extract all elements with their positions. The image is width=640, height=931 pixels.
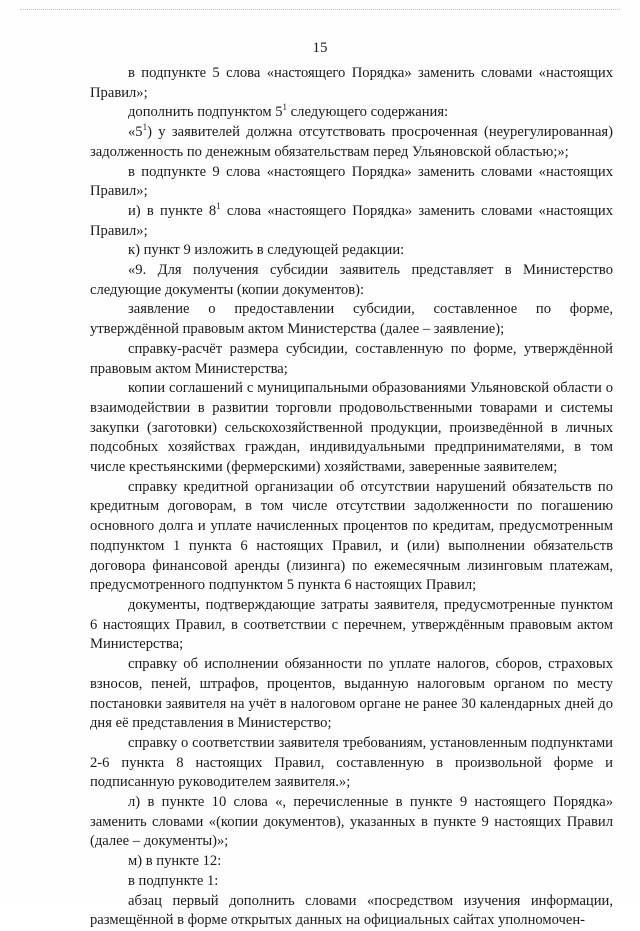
paragraph: справку-расчёт размера субсидии, составленную по форме, утверждённой правовым актом Министерства;: [90, 340, 613, 377]
paragraph: «$5^1$) у заявителей должна отсутствовать просроченная (неурегулированная) задолженность по денежным обязательствам перед Ульяновской областью;»;: [90, 122, 613, 160]
scan-artifact: [20, 9, 620, 12]
paragraph: заявление о предоставлении субсидии, составленное по форме, утверждённой правовым актом Министерства (далее – заявление);: [90, 301, 613, 338]
paragraph: к) пункт 9 изложить в следующей редакции:: [128, 242, 405, 259]
paragraph: и) в пункте $8^1$ слова «настоящего Порядка» заменить словами «настоящих Правил»;: [90, 201, 613, 239]
paragraph: в подпункте 9 слова «настоящего Порядка» заменить словами «настоящих Правил»;: [90, 163, 613, 200]
paragraph: справку кредитной организации об отсутствии нарушений обязательств по кредитным договорам, в том числе отсутствии задолженности по погашению основного долга и уплате начисленных процентов по кредитам, предусмотренным подпунктом 1 пункта 6 настоящих Правил, и (или) выполнении обязательств договора финансовой аренды (лизинга) по ежемесячным лизинговым платежам, предусмотренного подпунктом 5 пункта 6 настоящих Правил;: [90, 478, 613, 594]
paragraph: дополнить подпунктом $5^1$ следующего содержания:: [128, 102, 449, 121]
paragraph: справку об исполнении обязанности по уплате налогов, сборов, страховых взносов, пеней, штрафов, процентов, выданную налоговым органом по месту постановки заявителя на учёт в налоговом органе не ранее 30 календарных дней до дня её представления в Министерство;: [90, 656, 613, 732]
paragraph: абзац первый дополнить словами «посредством изучения информации, размещённой в форме открытых данных на официальных сайтах уполномочен-: [90, 892, 613, 929]
paragraph: копии соглашений с муниципальными образованиями Ульяновской области о взаимодействии в развитии торговли продовольственными товарами и системы закупки (заготовки) сельскохозяйственной продукции, произведённой в личных подсобных хозяйствах граждан, индивидуальными предпринимателями, в том числе крестьянскими (фермерскими) хозяйствами, заверенные заявителем;: [90, 380, 613, 476]
paragraph: л) в пункте 10 слова «, перечисленные в пункте 9 настоящего Порядка» заменить словами «(копии документов), указанных в пункте 9 настоящих Правил (далее – документы)»;: [90, 794, 613, 850]
paragraph: документы, подтверждающие затраты заявителя, предусмотренные пунктом 6 настоящих Правил, в соответствии с перечнем, утверждённым правовым актом Министерства;: [90, 596, 613, 653]
paragraph: в подпункте 1:: [128, 872, 219, 889]
document-body: [90, 64, 613, 931]
paragraph: «9. Для получения субсидии заявитель представляет в Министерство следующие документы (копии документов):: [90, 262, 613, 298]
paragraph: м) в пункте 12:: [128, 853, 222, 870]
paragraph: справку о соответствии заявителя требованиям, установленным подпунктами 2-6 пункта 8 настоящих Правил, составленную в произвольной форме и подписанную руководителем заявителя.»;: [90, 734, 613, 791]
paragraph: в подпункте 5 слова «настоящего Порядка» заменить словами «настоящих Правил»;: [90, 65, 613, 101]
page-number: 15: [312, 40, 328, 56]
